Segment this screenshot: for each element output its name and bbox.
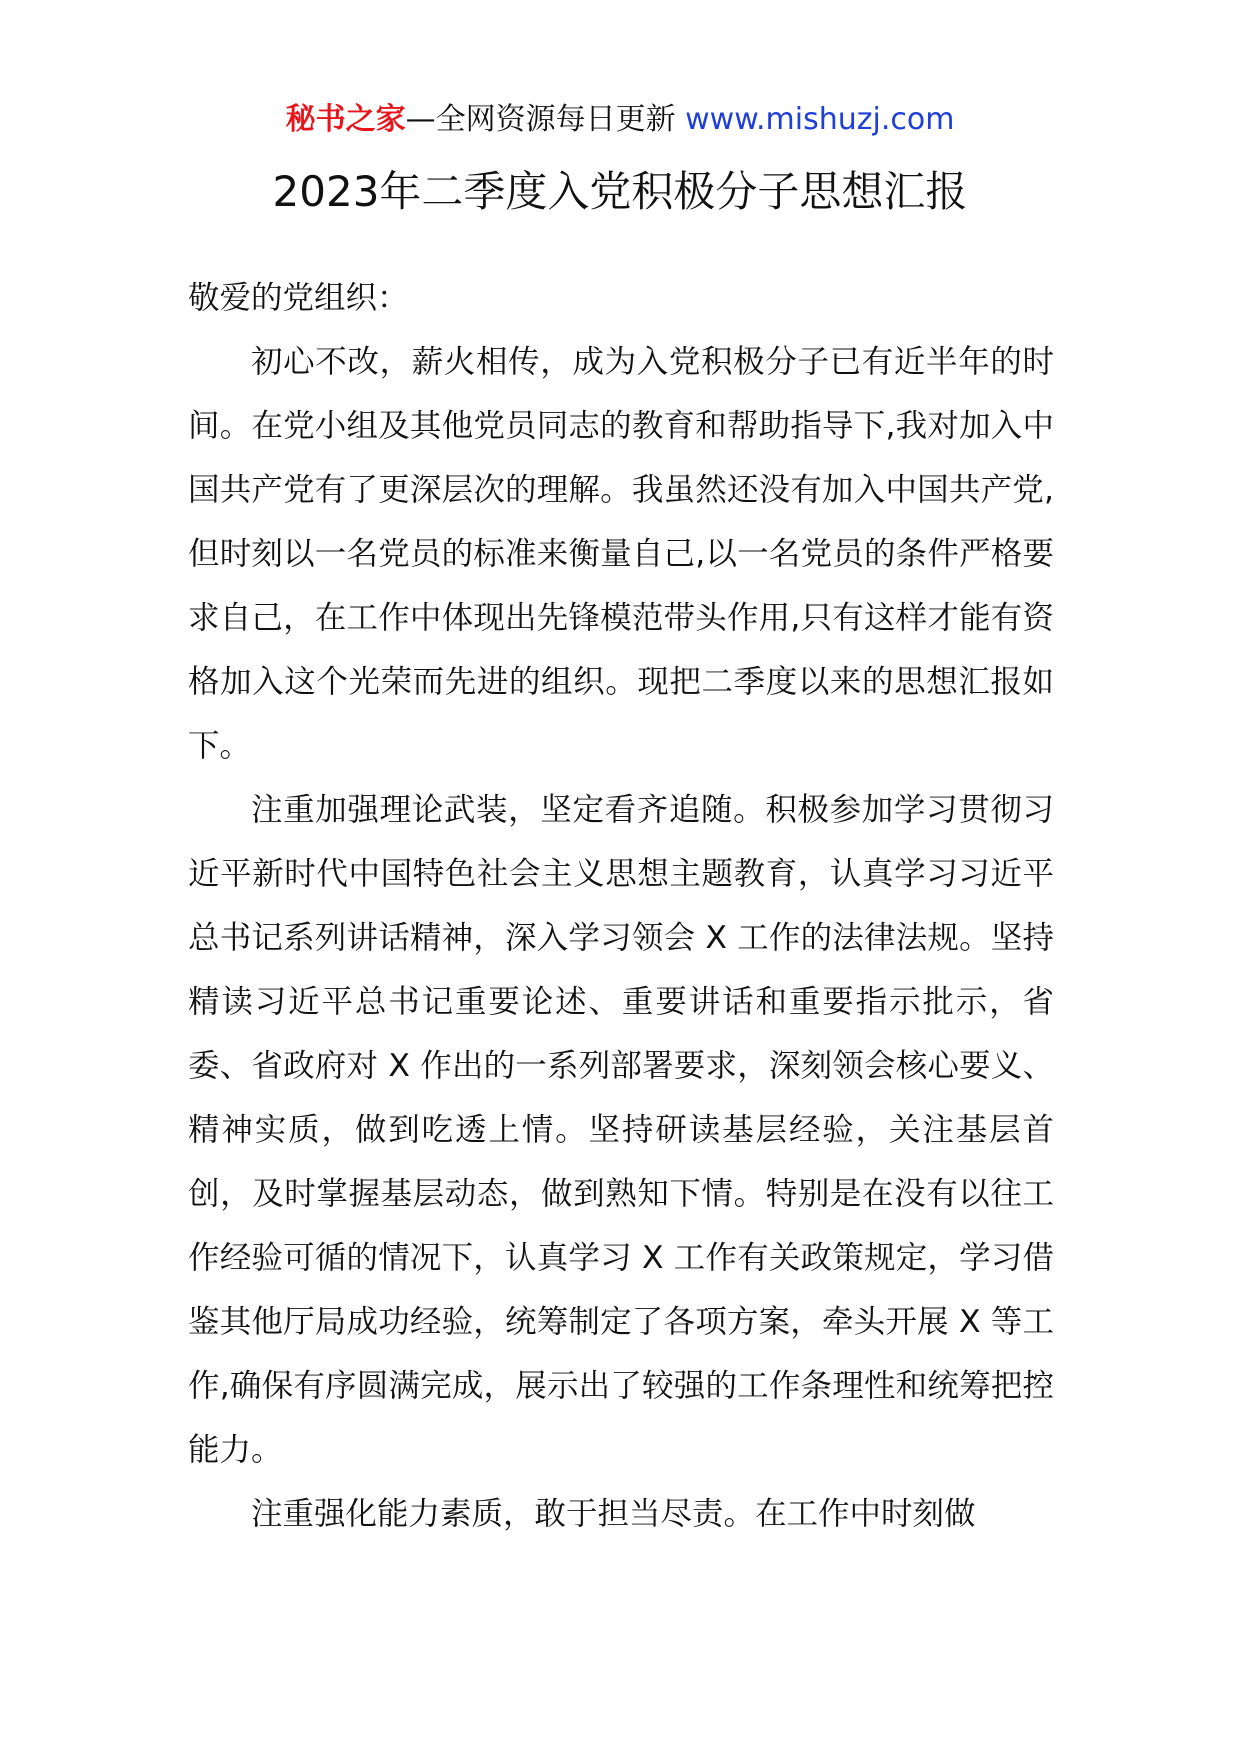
salutation: 敬爱的党组织： xyxy=(188,280,409,316)
site-name: 秘书之家 xyxy=(285,102,406,137)
site-url-link[interactable]: www.mishuzj.com xyxy=(685,102,955,137)
document-body xyxy=(188,266,1054,1546)
site-header xyxy=(0,100,1240,140)
paragraph-intro: 初心不改，薪火相传，成为入党积极分子已有近半年的时间。在党小组及其他党员同志的教育和帮助指导下,我对加入中国共产党有了更深层次的理解。我虽然还没有加入中国共产党,但时刻以一名党员的标准来衡量自己,以一名党员的条件严格要求自己，在工作中体现出先锋模范带头作用,只有这样才能有资格加入这个光荣而先进的组织。现把二季度以来的思想汇报如下。 xyxy=(188,344,1054,764)
paragraph-ability: 注重强化能力素质，敢于担当尽责。在工作中时刻做 xyxy=(251,1496,976,1532)
document-title: 2023年二季度入党积极分子思想汇报 xyxy=(272,167,968,216)
paragraph-theory-study: 注重加强理论武装，坚定看齐追随。积极参加学习贯彻习近平新时代中国特色社会主义思想主题教育，认真学习习近平总书记系列讲话精神，深入学习领会 X 工作的法律法规。坚持精读习近平总书记重要论述、重要讲话和重要指示批示，省委、省政府对 X 作出的一系列部署要求，深刻领会核心要义、精神实质，做到吃透上情。坚持研读基层经验，关注基层首创，及时掌握基层动态，做到熟知下情。特别是在没有以往工作经验可循的情况下，认真学习 X 工作有关政策规定，学习借鉴其他厅局成功经验，统筹制定了各项方案，牵头开展 X 等工作,确保有序圆满完成，展示出了较强的工作条理性和统筹把控能力。 xyxy=(188,792,1054,1468)
site-tagline: —全网资源每日更新 xyxy=(405,102,676,137)
